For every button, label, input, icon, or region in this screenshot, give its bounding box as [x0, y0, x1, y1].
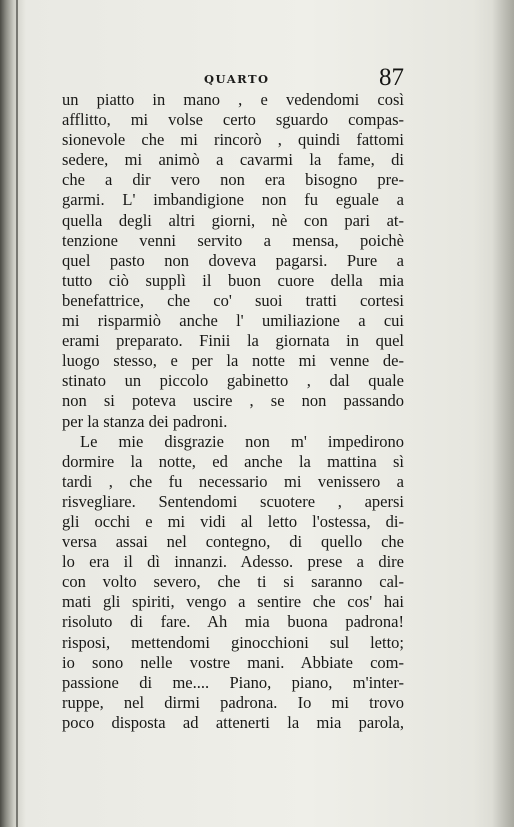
text-line: luogo stesso, e per la notte mi venne de-: [62, 351, 404, 371]
text-line: tardi , che fu necessario mi venissero a: [62, 471, 404, 491]
text-line: quel pasto non doveva pagarsi. Pure a: [62, 250, 404, 270]
running-head: QUARTO: [204, 72, 270, 86]
text-line: afflitto, mi volse certo sguardo compas-: [62, 110, 404, 130]
body-text: [62, 90, 404, 733]
text-line: tutto ciò supplì il buon cuore della mia: [62, 270, 404, 290]
text-line: risvegliare. Sentendomi scuotere , apersi: [62, 491, 404, 511]
page-edge-shadow: [492, 0, 514, 827]
paragraph-end-line: per la stanza dei padroni.: [62, 411, 228, 431]
text-line: sionevole che mi rincorò , quindi fattomi: [62, 130, 404, 150]
text-line: ruppe, nel dirmi padrona. Io mi trovo: [62, 692, 404, 712]
text-line: versa assai nel contegno, di quello che: [62, 532, 404, 552]
page-number: 87: [379, 64, 404, 91]
text-line: io sono nelle vostre mani. Abbiate com-: [62, 652, 404, 672]
text-line: mati gli spiriti, vengo a sentire che cos' hai: [62, 592, 404, 612]
text-line: poco disposta ad attenerti la mia parola,: [62, 712, 404, 732]
text-line: sedere, mi animò a cavarmi la fame, di: [62, 150, 404, 170]
text-line: lo era il dì innanzi. Adesso. prese a dire: [62, 552, 404, 572]
text-line: mi risparmiò anche l' umiliazione a cui: [62, 311, 404, 331]
text-line: passione di me.... Piano, piano, m'inter-: [62, 672, 404, 692]
text-line: stinato un piccolo gabinetto , dal quale: [62, 371, 404, 391]
text-line: dormire la notte, ed anche la mattina sì: [62, 451, 404, 471]
text-line: con volto severo, che ti si saranno cal-: [62, 572, 404, 592]
text-line: erami preparato. Finii la giornata in quel: [62, 331, 404, 351]
paragraph-start-line: Le mie disgrazie non m' impedirono: [80, 431, 404, 451]
text-line: benefattrice, che co' suoi tratti cortesi: [62, 290, 404, 310]
text-line: un piatto in mano , e vedendomi così: [62, 90, 404, 109]
text-line: risposi, mettendomi ginocchioni sul letto;: [62, 632, 404, 652]
text-line: risoluto di fare. Ah mia buona padrona!: [62, 612, 404, 632]
text-line: quella degli altri giorni, nè con pari at-: [62, 210, 404, 230]
text-line: garmi. L' imbandigione non fu eguale a: [62, 190, 404, 210]
text-line: non si poteva uscire , se non passando: [62, 391, 404, 411]
text-line: tenzione venni servito a mensa, poichè: [62, 230, 404, 250]
text-line: che a dir vero non era bisogno pre-: [62, 170, 404, 190]
text-line: gli occhi e mi vidi al letto l'ostessa, di-: [62, 511, 404, 531]
binding-gutter: [16, 0, 18, 827]
